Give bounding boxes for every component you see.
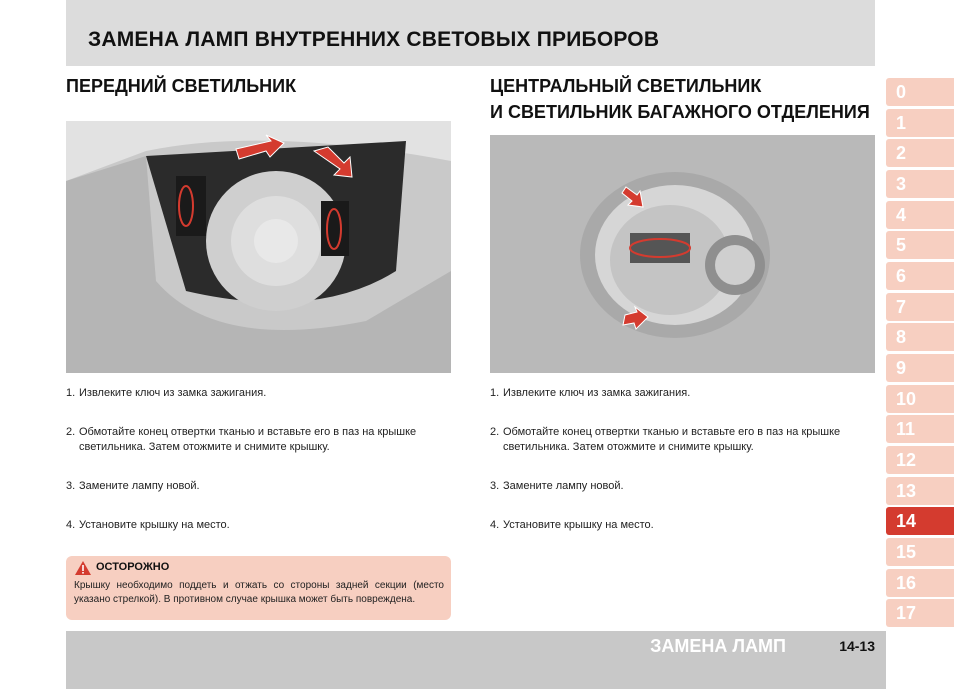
list-item: 2. Обмотайте конец отвертки тканью и вставьте его в паз на крышке светильника. Затем отожмите и снимите крышку. bbox=[66, 426, 417, 453]
tab-chapter-8[interactable]: 8 bbox=[886, 323, 954, 351]
list-item: 3. Замените лампу новой. bbox=[490, 480, 624, 492]
list-item: 2. Обмотайте конец отвертки тканью и вставьте его в паз на крышке светильника. Затем отожмите и снимите крышку. bbox=[490, 426, 841, 453]
page-title: ЗАМЕНА ЛАМП ВНУТРЕННИХ СВЕТОВЫХ ПРИБОРОВ bbox=[88, 28, 660, 51]
tab-chapter-13[interactable]: 13 bbox=[886, 477, 954, 505]
tab-chapter-17[interactable]: 17 bbox=[886, 599, 954, 627]
tab-chapter-4[interactable]: 4 bbox=[886, 201, 954, 229]
front-lamp-title: ПЕРЕДНИЙ СВЕТИЛЬНИК bbox=[66, 76, 297, 96]
center-lamp-photo bbox=[490, 135, 875, 373]
list-item: 3. Замените лампу новой. bbox=[66, 480, 200, 492]
page-footer bbox=[66, 631, 886, 689]
list-item: 4. Установите крышку на место. bbox=[490, 519, 654, 531]
warning-icon bbox=[74, 560, 92, 576]
footer-title: ЗАМЕНА ЛАМП bbox=[650, 636, 786, 656]
tab-chapter-2[interactable]: 2 bbox=[886, 139, 954, 167]
tab-chapter-10[interactable]: 10 bbox=[886, 385, 954, 413]
caution-box bbox=[66, 556, 451, 620]
tab-chapter-3[interactable]: 3 bbox=[886, 170, 954, 198]
tab-chapter-12[interactable]: 12 bbox=[886, 446, 954, 474]
page-header bbox=[66, 0, 875, 66]
tab-chapter-0[interactable]: 0 bbox=[886, 78, 954, 106]
center-lamp-title: ЦЕНТРАЛЬНЫЙ СВЕТИЛЬНИК И СВЕТИЛЬНИК БАГАЖНОГО ОТДЕЛЕНИЯ bbox=[490, 76, 870, 122]
page-number: 14-13 bbox=[839, 638, 875, 654]
tab-chapter-16[interactable]: 16 bbox=[886, 569, 954, 597]
caution-title: ОСТОРОЖНО bbox=[96, 561, 170, 573]
tab-chapter-15[interactable]: 15 bbox=[886, 538, 954, 566]
list-item: 1. Извлеките ключ из замка зажигания. bbox=[66, 387, 267, 399]
tab-chapter-14[interactable]: 14 bbox=[886, 507, 954, 535]
tab-chapter-11[interactable]: 11 bbox=[886, 415, 954, 443]
tab-chapter-6[interactable]: 6 bbox=[886, 262, 954, 290]
list-item: 4. Установите крышку на место. bbox=[66, 519, 230, 531]
caution-text: Крышку необходимо поддеть и отжать со стороны задней секции (место указано стрелкой). В противном случае крышка может быть повреждена. bbox=[74, 580, 444, 605]
list-item: 1. Извлеките ключ из замка зажигания. bbox=[490, 387, 691, 399]
front-lamp-photo bbox=[66, 121, 451, 373]
tab-chapter-9[interactable]: 9 bbox=[886, 354, 954, 382]
tab-chapter-1[interactable]: 1 bbox=[886, 109, 954, 137]
tab-chapter-7[interactable]: 7 bbox=[886, 293, 954, 321]
tab-chapter-5[interactable]: 5 bbox=[886, 231, 954, 259]
